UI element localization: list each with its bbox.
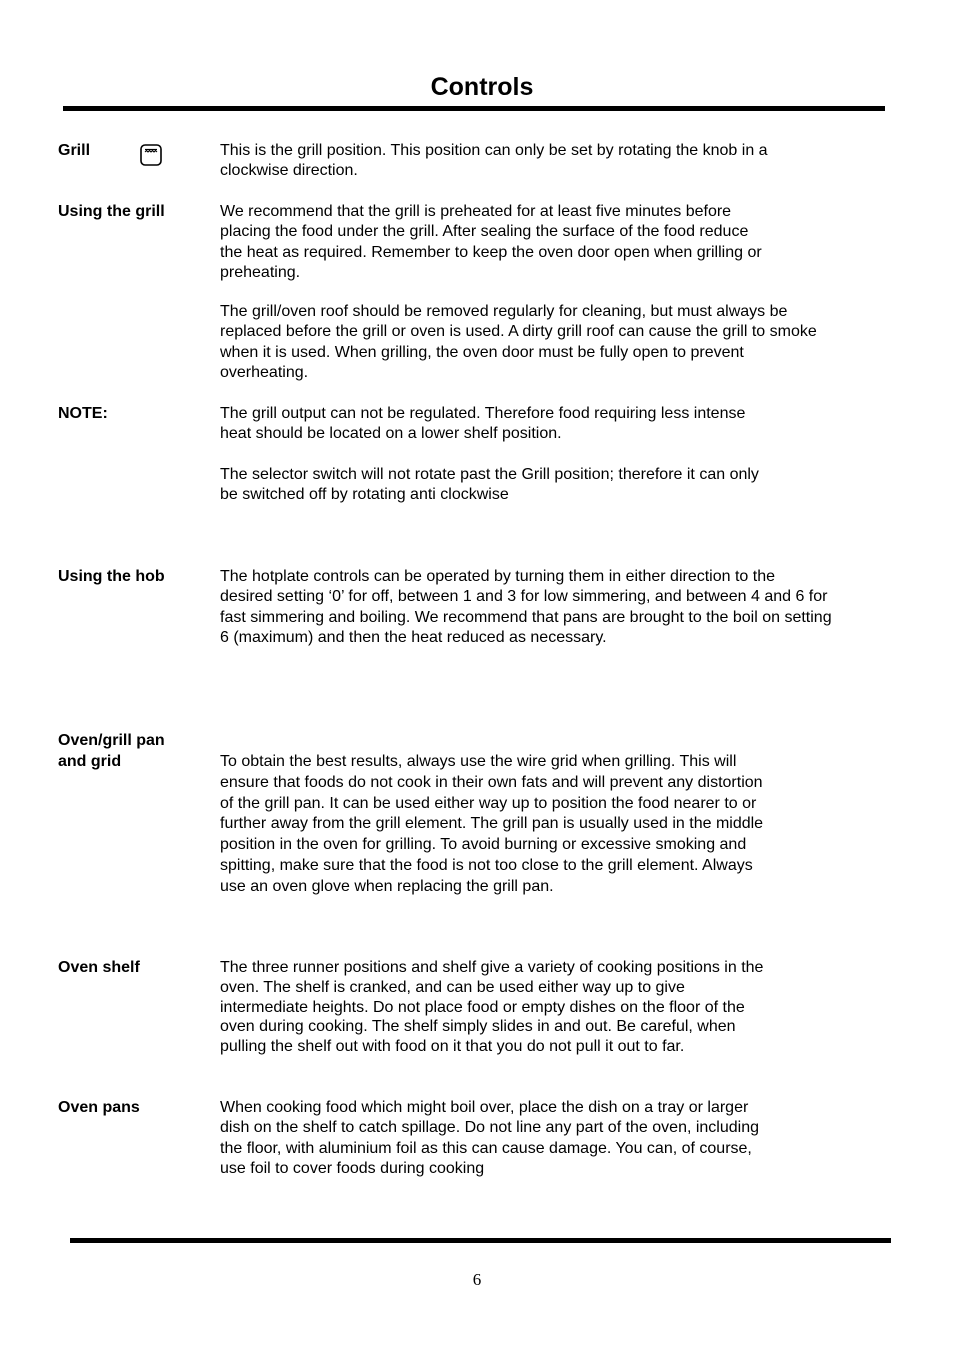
note-text-1: The grill output can not be regulated. Therefore food requiring less intense heat should be located on a lower shelf position. (220, 405, 746, 443)
oven-grill-pan-label-line2: and grid (58, 753, 122, 770)
oven-pans-text: When cooking food which might boil over, place the dish on a tray or larger dish on the shelf to catch spillage. Do not line any part of the oven, including the floor, with aluminium foil as this can cause damage. You can, of course, use foil to cover foods during cooking (220, 1099, 760, 1177)
bottom-rule (70, 1238, 891, 1243)
note-text-2: The selector switch will not rotate past the Grill position; therefore it can only be switched off by rotating anti clockwise (220, 466, 759, 504)
oven-grill-pan-label-line1: Oven/grill pan (58, 732, 165, 749)
top-rule (63, 106, 885, 111)
page-number: 6 (472, 1270, 482, 1289)
grill-text: This is the grill position. This position can only be set by rotating the knob in a clockwise direction. (220, 142, 768, 180)
oven-shelf-text: The three runner positions and shelf give a variety of cooking positions in the oven. The shelf is cranked, and can be used either way up to give intermediate heights. Do not place food or empty dishes on the floor of the oven during cooking. The shelf simply slides in and out. Be careful, when pulling the shelf out with food on it that you do not pull it out to far. (220, 959, 764, 1056)
using-grill-label: Using the grill (58, 203, 165, 220)
page-title: Controls (430, 73, 534, 101)
using-hob-text: The hotplate controls can be operated by turning them in either direction to the desired setting ‘0’ for off, between 1 and 3 for low simmering, and between 4 and 6 for fast simmering and boiling. We recommend that pans are brought to the boil on setting 6 (maximum) and then the heat reduced as necessary. (220, 568, 832, 646)
note-label: NOTE: (58, 405, 108, 422)
using-hob-label: Using the hob (58, 568, 165, 585)
grill-label: Grill (58, 142, 91, 159)
grill-symbol-icon (140, 143, 162, 167)
using-grill-text-2: The grill/oven roof should be removed regularly for cleaning, but must always be replaced before the grill or oven is used. A dirty grill roof can cause the grill to smoke when it is used. When grilling, the oven door must be fully open to prevent overheating. (220, 303, 817, 381)
oven-pans-label: Oven pans (58, 1099, 140, 1116)
using-grill-text-1: We recommend that the grill is preheated for at least five minutes before placing the food under the grill. After sealing the surface of the food reduce the heat as required. Remember to keep the oven door open when grilling or preheating. (220, 203, 762, 281)
oven-grill-pan-text: To obtain the best results, always use the wire grid when grilling. This will ensure that foods do not cook in their own fats and will prevent any distortion of the grill pan. It can be used either way up to position the food nearer to or further away from the grill element. The grill pan is usually used in the middle position in the oven for grilling. To avoid burning or excessive smoking and spitting, make sure that the food is not too close to the grill element. Always use an oven glove when replacing the grill pan. (220, 753, 764, 895)
oven-shelf-label: Oven shelf (58, 959, 140, 976)
